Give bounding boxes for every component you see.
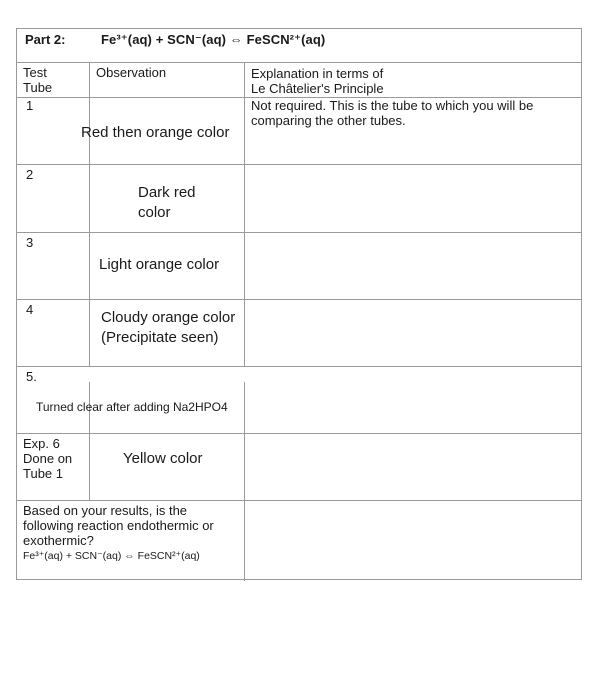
tube-number: 2 (26, 167, 34, 182)
tube-number: 3 (26, 235, 34, 250)
question-equation: Fe³⁺(aq) + SCN⁻(aq) ⇔ FeSCN²⁺(aq) (23, 550, 200, 562)
column-header-row (17, 63, 581, 98)
table-row (17, 434, 581, 501)
observation-text: Dark red color (138, 184, 196, 221)
data-table (16, 28, 582, 580)
tube-number: 1 (26, 98, 34, 113)
observation-text: Turned clear after adding Na2HPO4 (36, 400, 228, 414)
tube-number: 5. (26, 369, 37, 384)
column-header-test-tube: Test Tube (23, 65, 53, 95)
column-header-observation: Observation (96, 65, 167, 80)
table-row (17, 300, 581, 367)
observation-text: Light orange color (99, 256, 220, 273)
tube-number: 4 (26, 302, 34, 317)
question-row (17, 501, 581, 581)
table-row (17, 165, 581, 233)
observation-text: Cloudy orange color (Precipitate seen) (101, 309, 236, 346)
table-header (17, 29, 581, 63)
observation-text: Yellow color (123, 450, 203, 467)
explanation-text: Not required. This is the tube to which you will be comparing the other tubes. (251, 98, 534, 128)
column-header-explanation: Explanation in terms of Le Châtelier's Principle (251, 66, 384, 96)
table-row (17, 233, 581, 300)
part-label: Part 2: (25, 32, 66, 47)
table-row (17, 367, 581, 434)
table-row (17, 98, 581, 165)
question-text: Based on your results, is the following reaction endothermic or exothermic? (23, 503, 214, 548)
reaction-equation: Fe³⁺(aq) + SCN⁻(aq) ⇔ FeSCN²⁺(aq) (101, 32, 326, 47)
observation-text: Red then orange color (81, 124, 230, 141)
tube-number: Exp. 6 Done on Tube 1 (23, 436, 73, 481)
